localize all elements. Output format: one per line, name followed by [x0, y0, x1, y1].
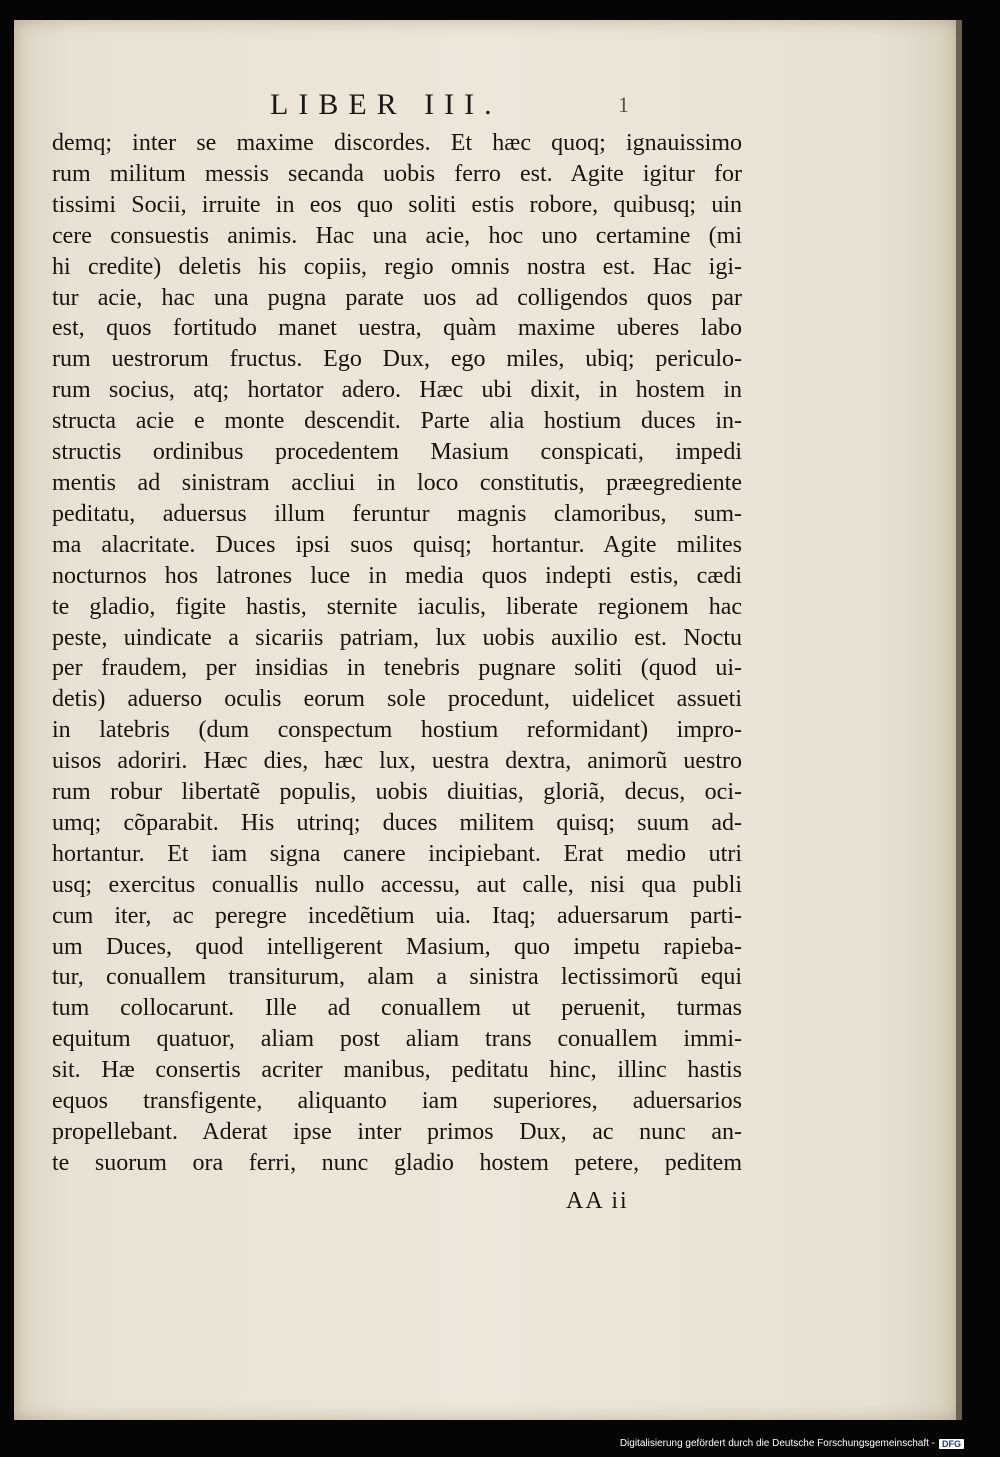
text-line-26: cum iter, ac peregre incedẽtium uia. Itaq; aduersarum parti- — [52, 902, 742, 929]
text-line-2: rum militum messis secanda uobis ferro est. Agite igitur for — [52, 160, 742, 187]
text-line-19: detis) aduerso oculis eorum sole procedunt, uidelicet assueti — [52, 686, 742, 713]
folio-mark: 1 — [618, 92, 629, 117]
text-line-16: te gladio, figite hastis, sternite iaculis, liberate regionem hac — [52, 593, 742, 620]
text-line-28: tur, conuallem transiturum, alam a sinistra lectissimorũ equi — [52, 964, 742, 991]
text-line-20: in latebris (dum conspectum hostium reformidant) impro- — [52, 717, 742, 744]
text-line-29: tum collocarunt. Ille ad conuallem ut peruenit, turmas — [52, 995, 742, 1022]
signature-mark: AA ii — [566, 1188, 629, 1214]
text-line-5: hi credite) deletis his copiis, regio omnis nostra est. Hac igi- — [52, 253, 742, 280]
text-line-31: sit. Hæ consertis acriter manibus, peditatu hinc, illinc hastis — [52, 1057, 742, 1084]
text-line-12: mentis ad sinistram accliui in loco constitutis, præegrediente — [52, 469, 742, 496]
text-line-27: um Duces, quod intelligerent Masium, quo impetu rapieba- — [52, 933, 742, 960]
text-line-22: rum robur libertatẽ populis, uobis diuitias, gloriã, decus, oci- — [52, 779, 742, 806]
text-line-24: hortantur. Et iam signa canere incipiebant. Erat medio utri — [52, 840, 742, 867]
text-line-9: rum socius, atq; hortator adero. Hæc ubi dixit, in hostem in — [52, 377, 742, 404]
text-line-34: te suorum ora ferri, nunc gladio hostem petere, peditem — [52, 1149, 742, 1176]
text-line-30: equitum quatuor, aliam post aliam trans conuallem immi- — [52, 1026, 742, 1053]
text-line-23: umq; cõparabit. His utrinq; duces militem quisq; suum ad- — [52, 809, 742, 836]
text-line-25: usq; exercitus conuallis nullo accessu, aut calle, nisi qua publi — [52, 871, 742, 898]
running-head: LIBER III. — [270, 88, 502, 121]
text-line-8: rum uestrorum fructus. Ego Dux, ego miles, ubiq; periculo- — [52, 346, 742, 373]
text-line-11: structis ordinibus procedentem Masium conspicati, impedi — [52, 439, 742, 466]
body-text — [52, 128, 742, 1179]
text-line-17: peste, uindicate a sicariis patriam, lux uobis auxilio est. Noctu — [52, 624, 742, 651]
text-line-15: nocturnos hos latrones luce in media quos indepti estis, cædi — [52, 562, 742, 589]
text-line-21: uisos adoriri. Hæc dies, hæc lux, uestra dextra, animorũ uestro — [52, 748, 742, 775]
footer-credit-text: Digitalisierung gefördert durch die Deutsche Forschungsgemeinschaft - — [619, 1438, 935, 1449]
text-line-7: est, quos fortitudo manet uestra, quàm maxime uberes labo — [52, 315, 742, 342]
text-line-14: ma alacritate. Duces ipsi suos quisq; hortantur. Agite milites — [52, 531, 742, 558]
dfg-logo-icon: DFG — [939, 1439, 964, 1449]
text-line-33: propellebant. Aderat ipse inter primos Dux, ac nunc an- — [52, 1119, 742, 1145]
text-line-10: structa acie e monte descendit. Parte alia hostium duces in- — [52, 408, 742, 435]
text-line-6: tur acie, hac una pugna parate uos ad colligendos quos par — [52, 284, 742, 311]
text-line-3: tissimi Socii, irruite in eos quo soliti estis robore, quibusq; uin — [52, 191, 742, 218]
text-line-18: per fraudem, per insidias in tenebris pugnare soliti (quod ui- — [52, 655, 742, 682]
text-line-1: demq; inter se maxime discordes. Et hæc quoq; ignauissimo — [52, 130, 742, 156]
text-line-4: cere consuestis animis. Hac una acie, hoc uno certamine (mi — [52, 222, 742, 249]
text-line-13: peditatu, aduersus illum feruntur magnis clamoribus, sum- — [52, 500, 742, 527]
page-edge — [956, 20, 962, 1420]
text-line-32: equos transfigente, aliquanto iam superiores, aduersarios — [52, 1088, 742, 1115]
footer-credit — [620, 1438, 964, 1449]
